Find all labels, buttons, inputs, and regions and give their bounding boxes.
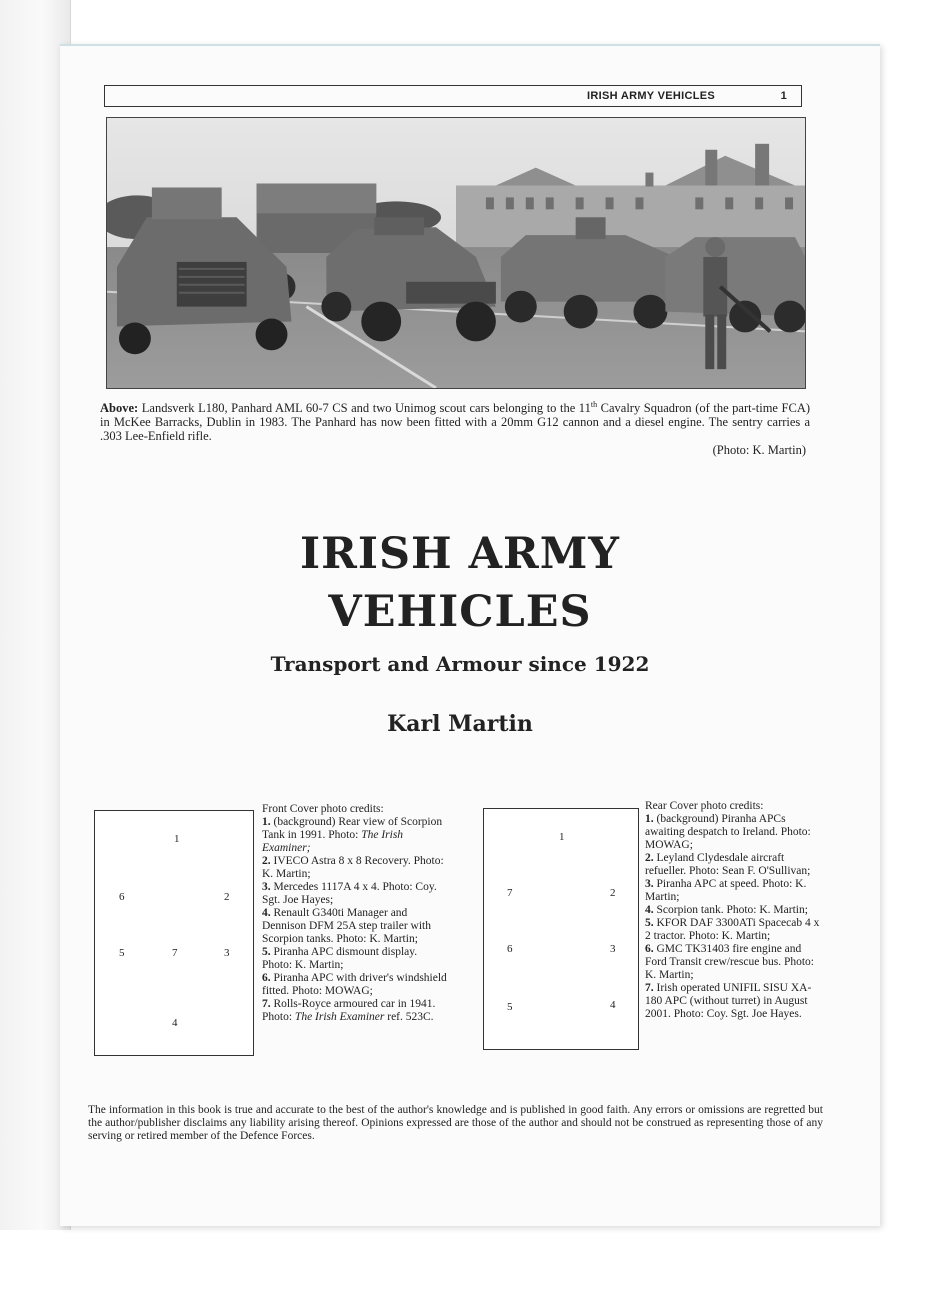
front-cover-diagram [94, 810, 254, 1056]
page-number: 1 [780, 90, 787, 102]
front-diagram-number: 1 [174, 833, 180, 845]
front-diagram-number: 6 [119, 891, 125, 903]
rear-credit-item: 2. Leyland Clydesdale aircraft refueller. Photo: Sean F. O'Sullivan; [645, 852, 811, 877]
front-diagram-number: 3 [224, 947, 230, 959]
rear-credit-item: 1. (background) Piranha APCs awaiting despatch to Ireland. Photo: MOWAG; [645, 813, 811, 851]
rear-diagram-number: 2 [610, 887, 616, 899]
rear-credit-item: 4. Scorpion tank. Photo: K. Martin; [645, 904, 808, 916]
rear-credit-item: 3. Piranha APC at speed. Photo: K. Martin; [645, 878, 807, 903]
book-title-line1: IRISH ARMY [299, 529, 620, 579]
rear-credit-item: 6. GMC TK31403 fire engine and Ford Transit crew/rescue bus. Photo: K. Martin; [645, 943, 814, 981]
front-diagram-number: 4 [172, 1017, 178, 1029]
front-credit-item: 5. Piranha APC dismount display. Photo: K. Martin; [262, 946, 418, 971]
caption-lead: Above: [100, 401, 139, 416]
vehicles-photo-illustration [107, 118, 805, 388]
book-title [160, 525, 760, 641]
book-author: Karl Martin [387, 711, 533, 737]
rear-credit-item: 7. Irish operated UNIFIL SISU XA-180 APC (without turret) in August 2001. Photo: Coy. Sgt. Joe Hayes. [645, 982, 812, 1020]
front-diagram-number: 5 [119, 947, 125, 959]
photo-credit: (Photo: K. Martin) [712, 443, 806, 458]
running-head [104, 85, 802, 107]
front-credit-item: 7. Rolls-Royce armoured car in 1941. Photo: The Irish Examiner ref. 523C. [262, 998, 436, 1023]
rear-diagram-number: 4 [610, 999, 616, 1011]
rear-credits-heading: Rear Cover photo credits: [645, 800, 764, 812]
rear-diagram-number: 7 [507, 887, 513, 899]
caption-text-a: Landsverk L180, Panhard AML 60-7 CS and two Unimog scout cars belonging to the 11 [138, 401, 591, 416]
book-subtitle: Transport and Armour since 1922 [270, 652, 650, 676]
rear-diagram-number: 1 [559, 831, 565, 843]
front-credit-item: 3. Mercedes 1117A 4 x 4. Photo: Coy. Sgt. Joe Hayes; [262, 881, 437, 906]
front-diagram-number: 2 [224, 891, 230, 903]
disclaimer: The information in this book is true and accurate to the best of the author's knowledge and is published in good faith. Any errors or omissions are regretted but the author/publisher disclaims any liability arising thereof. Opinions expressed are those of the author and should not be construed as representing those of any serving or retired member of the Defence Forces. [88, 1104, 823, 1142]
photo-caption [100, 398, 810, 457]
rear-credit-item: 5. KFOR DAF 3300ATi Spacecab 4 x 2 tractor. Photo: K. Martin; [645, 917, 820, 942]
book-title-line2: VEHICLES [328, 587, 592, 637]
running-head-title: IRISH ARMY VEHICLES [587, 90, 715, 102]
caption-text-b: Cavalry Squadron (of the part-time FCA) in McKee Barracks, Dublin in 1983. The Panhard has now been fitted with a 20mm G12 cannon and a diesel engine. The sentry carries a .303 Lee-Enfield rifle. [100, 401, 811, 444]
rear-diagram-number: 3 [610, 943, 616, 955]
rear-diagram-number: 5 [507, 1001, 513, 1013]
vehicles-photo [106, 117, 806, 389]
front-credit-item: 2. IVECO Astra 8 x 8 Recovery. Photo: K. Martin; [262, 855, 444, 880]
caption-sup: th [590, 400, 598, 409]
front-diagram-number: 7 [172, 947, 178, 959]
rear-cover-credits [645, 800, 825, 1021]
front-credit-item: 4. Renault G340ti Manager and Dennison DFM 25A step trailer with Scorpion tanks. Photo: K. Martin; [262, 907, 431, 945]
rear-diagram-number: 6 [507, 943, 513, 955]
rear-cover-diagram [483, 808, 639, 1050]
front-cover-credits [262, 803, 447, 1024]
front-credits-heading: Front Cover photo credits: [262, 803, 384, 815]
front-credit-item: 6. Piranha APC with driver's windshield fitted. Photo: MOWAG; [262, 972, 447, 997]
front-credit-item: 1. (background) Rear view of Scorpion Tank in 1991. Photo: The Irish Examiner; [262, 816, 443, 854]
